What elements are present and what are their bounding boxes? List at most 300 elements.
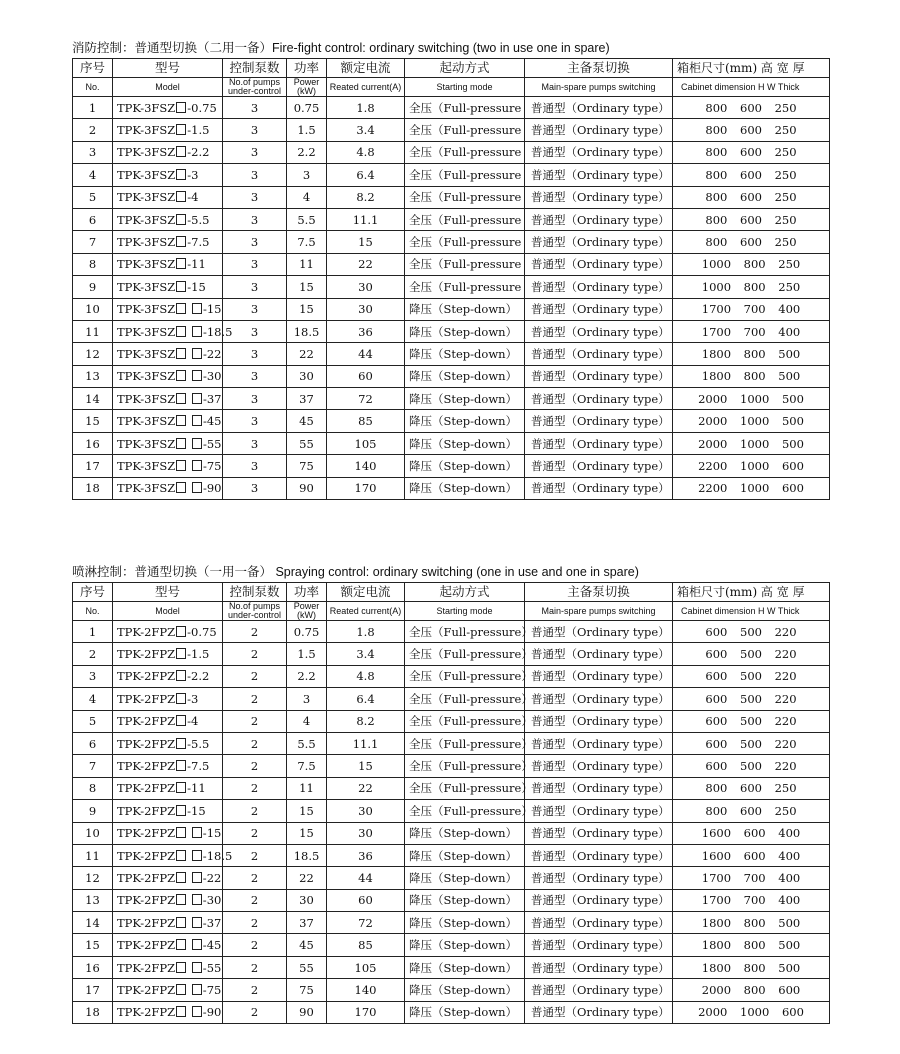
cell-switching: 普通型（Ordinary type） <box>525 253 673 275</box>
cell-pumps: 2 <box>223 867 287 889</box>
table-row <box>73 800 830 822</box>
placeholder-box <box>192 939 202 950</box>
table-row <box>73 710 830 732</box>
cell-pumps: 3 <box>223 164 287 186</box>
header-dimension-zh: 箱柜尺寸(mm) 高 宽 厚 <box>673 583 830 602</box>
cell-pumps: 3 <box>223 141 287 163</box>
cell-power: 3 <box>287 164 327 186</box>
table-row <box>73 477 830 499</box>
cell-starting-mode: 降压（Step-down） <box>405 410 525 432</box>
placeholder-box <box>192 393 202 404</box>
cell-dimension: 800 600 250 <box>673 777 830 799</box>
cell-pumps: 3 <box>223 119 287 141</box>
header-current-en: Reated current(A) <box>327 78 405 97</box>
cell-current: 4.8 <box>327 141 405 163</box>
cell-model: TPK-3FSZ -75 <box>113 455 223 477</box>
cell-dimension: 2200 1000 600 <box>673 455 830 477</box>
cell-model: TPK-3FSZ -15 <box>113 298 223 320</box>
header-starting-zh: 起动方式 <box>405 583 525 602</box>
cell-starting-mode: 降压（Step-down） <box>405 455 525 477</box>
cell-model: TPK-2FPZ -7.5 <box>113 755 223 777</box>
cell-starting-mode: 全压（Full-pressure） <box>405 800 525 822</box>
cell-pumps: 3 <box>223 276 287 298</box>
header-pumps-zh: 控制泵数 <box>223 583 287 602</box>
cell-model: TPK-3FSZ -11 <box>113 253 223 275</box>
header-row-zh <box>73 583 830 602</box>
cell-starting-mode: 全压（Full-pressure <box>405 276 525 298</box>
cell-current: 22 <box>327 777 405 799</box>
header-current-zh: 额定电流 <box>327 583 405 602</box>
cell-model: TPK-2FPZ -4 <box>113 710 223 732</box>
header-switching-zh: 主备泵切换 <box>525 583 673 602</box>
cell-power: 37 <box>287 912 327 934</box>
cell-starting-mode: 全压（Full-pressure <box>405 186 525 208</box>
cell-switching: 普通型（Ordinary type） <box>525 432 673 454</box>
header-power-en: Power (kW) <box>287 602 327 621</box>
cell-dimension: 800 600 250 <box>673 186 830 208</box>
header-no-en: No. <box>73 602 113 621</box>
cell-switching: 普通型（Ordinary type） <box>525 388 673 410</box>
cell-switching: 普通型（Ordinary type） <box>525 621 673 643</box>
cell-dimension: 1000 800 250 <box>673 253 830 275</box>
cell-switching: 普通型（Ordinary type） <box>525 298 673 320</box>
placeholder-box <box>176 827 186 838</box>
cell-power: 18.5 <box>287 320 327 342</box>
cell-no: 17 <box>73 455 113 477</box>
cell-power: 90 <box>287 477 327 499</box>
cell-dimension: 1800 800 500 <box>673 365 830 387</box>
header-row-zh <box>73 59 830 78</box>
cell-no: 13 <box>73 365 113 387</box>
cell-power: 75 <box>287 455 327 477</box>
spraying-table-body <box>73 621 830 1024</box>
cell-no: 16 <box>73 956 113 978</box>
header-switching-en: Main-spare pumps switching <box>525 78 673 97</box>
cell-current: 3.4 <box>327 643 405 665</box>
table-row <box>73 231 830 253</box>
cell-current: 44 <box>327 867 405 889</box>
placeholder-box <box>192 1006 202 1017</box>
placeholder-box <box>176 191 186 202</box>
cell-model: TPK-2FPZ -45 <box>113 934 223 956</box>
cell-switching: 普通型（Ordinary type） <box>525 1001 673 1023</box>
cell-current: 140 <box>327 455 405 477</box>
cell-no: 4 <box>73 164 113 186</box>
cell-switching: 普通型（Ordinary type） <box>525 119 673 141</box>
cell-dimension: 2200 1000 600 <box>673 477 830 499</box>
cell-starting-mode: 全压（Full-pressure） <box>405 688 525 710</box>
placeholder-box <box>176 782 186 793</box>
placeholder-box <box>176 348 186 359</box>
cell-pumps: 3 <box>223 320 287 342</box>
cell-power: 4 <box>287 186 327 208</box>
cell-starting-mode: 降压（Step-down） <box>405 388 525 410</box>
header-current-en: Reated current(A) <box>327 602 405 621</box>
cell-starting-mode: 全压（Full-pressure <box>405 119 525 141</box>
cell-starting-mode: 全压（Full-pressure <box>405 97 525 119</box>
cell-pumps: 3 <box>223 388 287 410</box>
header-model-zh: 型号 <box>113 583 223 602</box>
cell-pumps: 3 <box>223 208 287 230</box>
cell-no: 11 <box>73 844 113 866</box>
table-row <box>73 253 830 275</box>
cell-power: 1.5 <box>287 643 327 665</box>
placeholder-box <box>176 258 186 269</box>
cell-pumps: 2 <box>223 777 287 799</box>
cell-starting-mode: 降压（Step-down） <box>405 979 525 1001</box>
placeholder-box <box>176 805 186 816</box>
table-row <box>73 186 830 208</box>
cell-current: 105 <box>327 432 405 454</box>
cell-power: 55 <box>287 432 327 454</box>
placeholder-box <box>176 370 186 381</box>
cell-no: 14 <box>73 388 113 410</box>
placeholder-box <box>176 626 186 637</box>
table-row <box>73 208 830 230</box>
cell-starting-mode: 全压（Full-pressure） <box>405 621 525 643</box>
cell-pumps: 2 <box>223 822 287 844</box>
cell-power: 22 <box>287 343 327 365</box>
cell-dimension: 1800 800 500 <box>673 912 830 934</box>
cell-switching: 普通型（Ordinary type） <box>525 934 673 956</box>
cell-no: 9 <box>73 800 113 822</box>
cell-pumps: 2 <box>223 912 287 934</box>
header-dimension-en: Cabinet dimension H W Thick <box>673 602 830 621</box>
cell-model: TPK-2FPZ -3 <box>113 688 223 710</box>
cell-no: 7 <box>73 231 113 253</box>
cell-power: 11 <box>287 777 327 799</box>
cell-starting-mode: 全压（Full-pressure） <box>405 777 525 799</box>
header-model-en: Model <box>113 78 223 97</box>
cell-model: TPK-3FSZ -1.5 <box>113 119 223 141</box>
placeholder-box <box>192 303 202 314</box>
placeholder-box <box>176 236 186 247</box>
spraying-table <box>72 582 830 1024</box>
cell-switching: 普通型（Ordinary type） <box>525 889 673 911</box>
cell-dimension: 600 500 220 <box>673 688 830 710</box>
cell-model: TPK-2FPZ -0.75 <box>113 621 223 643</box>
placeholder-box <box>192 827 202 838</box>
placeholder-box <box>176 984 186 995</box>
cell-model: TPK-2FPZ -2.2 <box>113 665 223 687</box>
cell-dimension: 800 600 250 <box>673 208 830 230</box>
cell-model: TPK-2FPZ -30 <box>113 889 223 911</box>
header-starting-en: Starting mode <box>405 602 525 621</box>
cell-current: 6.4 <box>327 688 405 710</box>
cell-current: 11.1 <box>327 208 405 230</box>
cell-dimension: 600 500 220 <box>673 621 830 643</box>
placeholder-box <box>176 482 186 493</box>
cell-model: TPK-2FPZ -15 <box>113 800 223 822</box>
table-row <box>73 867 830 889</box>
placeholder-box <box>176 917 186 928</box>
cell-no: 6 <box>73 208 113 230</box>
cell-dimension: 1700 700 400 <box>673 867 830 889</box>
cell-no: 11 <box>73 320 113 342</box>
cell-switching: 普通型（Ordinary type） <box>525 777 673 799</box>
cell-dimension: 2000 1000 600 <box>673 1001 830 1023</box>
cell-starting-mode: 降压（Step-down） <box>405 1001 525 1023</box>
table-row <box>73 141 830 163</box>
table-row <box>73 956 830 978</box>
placeholder-box <box>176 715 186 726</box>
table-row <box>73 388 830 410</box>
table-row <box>73 755 830 777</box>
cell-current: 11.1 <box>327 732 405 754</box>
cell-power: 75 <box>287 979 327 1001</box>
cell-starting-mode: 全压（Full-pressure） <box>405 755 525 777</box>
cell-model: TPK-2FPZ -15 <box>113 822 223 844</box>
cell-pumps: 3 <box>223 97 287 119</box>
cell-starting-mode: 降压（Step-down） <box>405 432 525 454</box>
cell-starting-mode: 降压（Step-down） <box>405 822 525 844</box>
cell-dimension: 600 500 220 <box>673 643 830 665</box>
fire-fight-table <box>72 58 830 500</box>
placeholder-box <box>176 102 186 113</box>
cell-switching: 普通型（Ordinary type） <box>525 800 673 822</box>
header-starting-zh: 起动方式 <box>405 59 525 78</box>
cell-starting-mode: 降压（Step-down） <box>405 844 525 866</box>
cell-pumps: 2 <box>223 688 287 710</box>
table-row <box>73 665 830 687</box>
cell-no: 13 <box>73 889 113 911</box>
header-power-en: Power (kW) <box>287 78 327 97</box>
cell-switching: 普通型（Ordinary type） <box>525 320 673 342</box>
cell-dimension: 1000 800 250 <box>673 276 830 298</box>
cell-starting-mode: 降压（Step-down） <box>405 956 525 978</box>
cell-pumps: 2 <box>223 979 287 1001</box>
table-row <box>73 343 830 365</box>
cell-model: TPK-2FPZ -18.5 <box>113 844 223 866</box>
table-row <box>73 688 830 710</box>
cell-switching: 普通型（Ordinary type） <box>525 410 673 432</box>
header-row-en <box>73 78 830 97</box>
cell-no: 8 <box>73 777 113 799</box>
cell-switching: 普通型（Ordinary type） <box>525 231 673 253</box>
cell-power: 15 <box>287 800 327 822</box>
fire-fight-table-body <box>73 97 830 500</box>
cell-dimension: 1800 800 500 <box>673 343 830 365</box>
cell-pumps: 2 <box>223 732 287 754</box>
cell-dimension: 2000 1000 500 <box>673 410 830 432</box>
cell-dimension: 1700 700 400 <box>673 320 830 342</box>
cell-power: 15 <box>287 822 327 844</box>
placeholder-box <box>176 281 186 292</box>
cell-switching: 普通型（Ordinary type） <box>525 710 673 732</box>
cell-no: 1 <box>73 621 113 643</box>
header-dimension-zh: 箱柜尺寸(mm) 高 宽 厚 <box>673 59 830 78</box>
cell-power: 1.5 <box>287 119 327 141</box>
cell-no: 15 <box>73 934 113 956</box>
cell-power: 2.2 <box>287 141 327 163</box>
cell-no: 10 <box>73 298 113 320</box>
cell-power: 3 <box>287 688 327 710</box>
cell-starting-mode: 降压（Step-down） <box>405 365 525 387</box>
table-row <box>73 912 830 934</box>
cell-dimension: 1600 600 400 <box>673 844 830 866</box>
cell-switching: 普通型（Ordinary type） <box>525 732 673 754</box>
cell-power: 7.5 <box>287 755 327 777</box>
cell-starting-mode: 降压（Step-down） <box>405 298 525 320</box>
cell-dimension: 600 500 220 <box>673 732 830 754</box>
cell-pumps: 3 <box>223 186 287 208</box>
placeholder-box <box>192 460 202 471</box>
cell-no: 15 <box>73 410 113 432</box>
cell-dimension: 1800 800 500 <box>673 934 830 956</box>
header-row-en <box>73 602 830 621</box>
cell-pumps: 2 <box>223 1001 287 1023</box>
table-caption: 喷淋控制：普通型切换（一用一备） Spraying control: ordinary switching (one in use and one in spare) <box>72 565 639 579</box>
placeholder-box <box>176 693 186 704</box>
cell-power: 7.5 <box>287 231 327 253</box>
placeholder-box <box>192 917 202 928</box>
cell-starting-mode: 降压（Step-down） <box>405 320 525 342</box>
cell-power: 2.2 <box>287 665 327 687</box>
cell-dimension: 1800 800 500 <box>673 956 830 978</box>
placeholder-box <box>192 326 202 337</box>
cell-pumps: 2 <box>223 800 287 822</box>
placeholder-box <box>176 146 186 157</box>
cell-pumps: 3 <box>223 231 287 253</box>
header-switching-zh: 主备泵切换 <box>525 59 673 78</box>
cell-pumps: 2 <box>223 710 287 732</box>
table-row <box>73 1001 830 1023</box>
cell-switching: 普通型（Ordinary type） <box>525 164 673 186</box>
cell-starting-mode: 全压（Full-pressure <box>405 141 525 163</box>
cell-current: 8.2 <box>327 186 405 208</box>
placeholder-box <box>192 438 202 449</box>
cell-power: 0.75 <box>287 621 327 643</box>
cell-dimension: 800 600 250 <box>673 164 830 186</box>
placeholder-box <box>176 670 186 681</box>
table-row <box>73 455 830 477</box>
placeholder-box <box>176 894 186 905</box>
placeholder-box <box>192 894 202 905</box>
cell-current: 140 <box>327 979 405 1001</box>
spraying-section <box>72 562 829 1024</box>
cell-dimension: 800 600 250 <box>673 119 830 141</box>
cell-current: 30 <box>327 800 405 822</box>
placeholder-box <box>192 984 202 995</box>
header-no-en: No. <box>73 78 113 97</box>
cell-power: 15 <box>287 276 327 298</box>
cell-switching: 普通型（Ordinary type） <box>525 867 673 889</box>
cell-starting-mode: 降压（Step-down） <box>405 477 525 499</box>
cell-current: 6.4 <box>327 164 405 186</box>
cell-model: TPK-3FSZ -15 <box>113 276 223 298</box>
table-row <box>73 979 830 1001</box>
cell-pumps: 2 <box>223 621 287 643</box>
cell-pumps: 3 <box>223 410 287 432</box>
header-power-zh: 功率 <box>287 59 327 78</box>
cell-starting-mode: 全压（Full-pressure <box>405 253 525 275</box>
header-no-zh: 序号 <box>73 59 113 78</box>
cell-current: 30 <box>327 822 405 844</box>
cell-current: 1.8 <box>327 97 405 119</box>
table-row <box>73 889 830 911</box>
cell-no: 16 <box>73 432 113 454</box>
cell-current: 3.4 <box>327 119 405 141</box>
cell-pumps: 2 <box>223 844 287 866</box>
cell-dimension: 2000 1000 500 <box>673 388 830 410</box>
table-row <box>73 777 830 799</box>
cell-current: 22 <box>327 253 405 275</box>
cell-power: 37 <box>287 388 327 410</box>
placeholder-box <box>176 738 186 749</box>
cell-power: 30 <box>287 365 327 387</box>
cell-model: TPK-3FSZ -18.5 <box>113 320 223 342</box>
placeholder-box <box>192 850 202 861</box>
cell-starting-mode: 全压（Full-pressure） <box>405 710 525 732</box>
placeholder-box <box>176 962 186 973</box>
cell-switching: 普通型（Ordinary type） <box>525 276 673 298</box>
cell-pumps: 3 <box>223 365 287 387</box>
cell-current: 85 <box>327 410 405 432</box>
header-no-zh: 序号 <box>73 583 113 602</box>
cell-switching: 普通型（Ordinary type） <box>525 822 673 844</box>
cell-starting-mode: 降压（Step-down） <box>405 867 525 889</box>
placeholder-box <box>176 1006 186 1017</box>
placeholder-box <box>176 850 186 861</box>
cell-power: 5.5 <box>287 208 327 230</box>
table-row <box>73 732 830 754</box>
cell-dimension: 2000 1000 500 <box>673 432 830 454</box>
placeholder-box <box>176 438 186 449</box>
cell-pumps: 2 <box>223 889 287 911</box>
cell-model: TPK-3FSZ -22 <box>113 343 223 365</box>
header-pumps-en: No.of pumps under-control <box>223 602 287 621</box>
table-caption: 消防控制：普通型切换（二用一备）Fire-fight control: ordinary switching (two in use one in spare) <box>72 41 610 55</box>
cell-starting-mode: 降压（Step-down） <box>405 343 525 365</box>
cell-power: 90 <box>287 1001 327 1023</box>
cell-current: 15 <box>327 755 405 777</box>
header-dimension-en: Cabinet dimension H W Thick <box>673 78 830 97</box>
cell-dimension: 600 500 220 <box>673 665 830 687</box>
cell-pumps: 2 <box>223 956 287 978</box>
cell-model: TPK-2FPZ -55 <box>113 956 223 978</box>
header-power-zh: 功率 <box>287 583 327 602</box>
cell-switching: 普通型（Ordinary type） <box>525 186 673 208</box>
cell-no: 9 <box>73 276 113 298</box>
cell-switching: 普通型（Ordinary type） <box>525 455 673 477</box>
cell-current: 1.8 <box>327 621 405 643</box>
cell-dimension: 2000 800 600 <box>673 979 830 1001</box>
placeholder-box <box>176 939 186 950</box>
cell-switching: 普通型（Ordinary type） <box>525 912 673 934</box>
cell-switching: 普通型（Ordinary type） <box>525 643 673 665</box>
cell-pumps: 3 <box>223 455 287 477</box>
table-row <box>73 643 830 665</box>
cell-model: TPK-2FPZ -75 <box>113 979 223 1001</box>
cell-current: 36 <box>327 844 405 866</box>
cell-power: 55 <box>287 956 327 978</box>
cell-no: 5 <box>73 186 113 208</box>
cell-current: 30 <box>327 298 405 320</box>
cell-model: TPK-3FSZ -7.5 <box>113 231 223 253</box>
header-model-zh: 型号 <box>113 59 223 78</box>
cell-no: 12 <box>73 343 113 365</box>
cell-dimension: 600 500 220 <box>673 755 830 777</box>
cell-model: TPK-3FSZ -30 <box>113 365 223 387</box>
cell-current: 105 <box>327 956 405 978</box>
placeholder-box <box>192 370 202 381</box>
cell-model: TPK-2FPZ -37 <box>113 912 223 934</box>
cell-model: TPK-3FSZ -37 <box>113 388 223 410</box>
cell-model: TPK-3FSZ -5.5 <box>113 208 223 230</box>
cell-pumps: 2 <box>223 934 287 956</box>
header-current-zh: 额定电流 <box>327 59 405 78</box>
cell-pumps: 3 <box>223 343 287 365</box>
